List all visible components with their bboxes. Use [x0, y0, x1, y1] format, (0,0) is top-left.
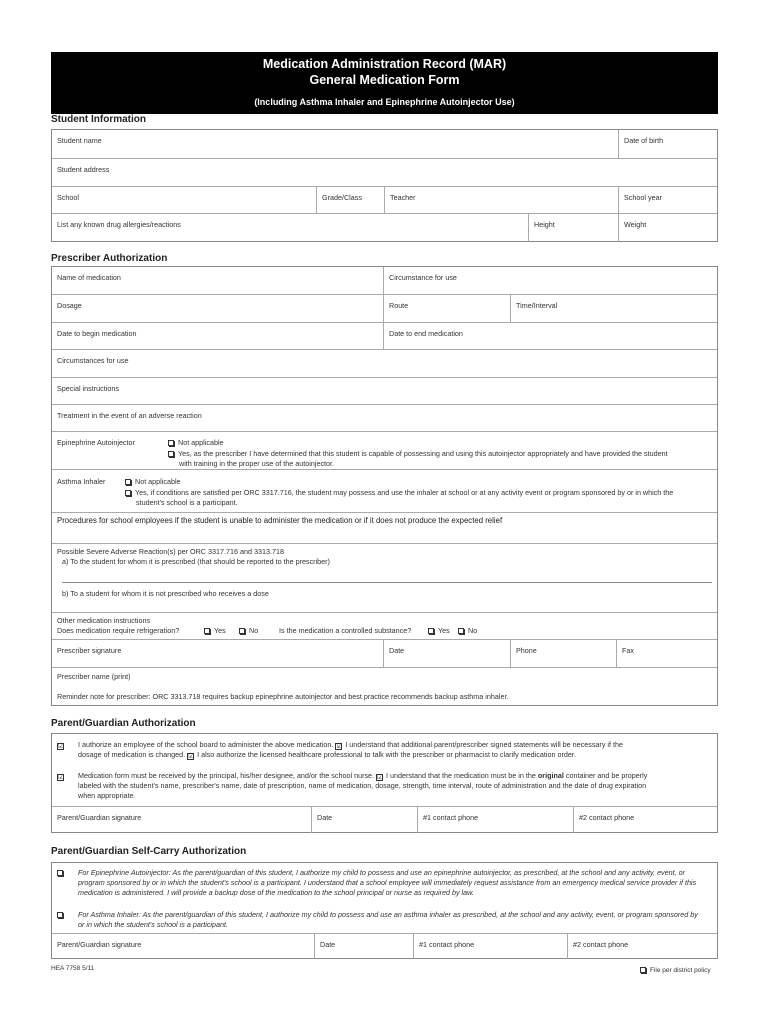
- epi-yes-label: Yes, as the prescriber I have determined that this student is capable of possessing and using this autoinjector appropriately and have provided the student: [178, 449, 668, 458]
- prescriber-date-field[interactable]: [383, 640, 510, 668]
- procedures-label: Procedures for school employees if the student is unable to administer the medication or if it does not produce the expected relief: [57, 516, 503, 525]
- asthma-label: Asthma Inhaler: [57, 477, 106, 486]
- weight-label: Weight: [624, 220, 647, 229]
- student-address-label: Student address: [57, 165, 110, 174]
- auth2-text-c: container and be properly: [565, 771, 648, 780]
- controlled-question: Is the medication a controlled substance?: [279, 626, 412, 635]
- controlled-yes-checkbox[interactable]: [428, 628, 434, 634]
- adverse-reaction-field[interactable]: [52, 543, 717, 613]
- epinephrine-row: [52, 431, 717, 470]
- prescriber-row-dates: [52, 322, 717, 350]
- procedures-field[interactable]: [52, 512, 717, 544]
- controlled-no-checkbox[interactable]: [458, 628, 464, 634]
- height-field[interactable]: [528, 214, 618, 242]
- allergies-field[interactable]: [52, 214, 528, 242]
- selfcarry-epi-text2: program sponsored by or in which the student's school is a participant. I understand that a school employee will immediately request assistance from an emergency medical service provider if this: [78, 878, 697, 887]
- height-label: Height: [534, 220, 555, 229]
- school-label: School: [57, 193, 79, 202]
- parent-section-title: Parent/Guardian Authorization: [51, 718, 196, 729]
- prescriber-phone-field[interactable]: [510, 640, 616, 668]
- grade-label: Grade/Class: [322, 193, 362, 202]
- epi-na-label: Not applicable: [178, 438, 224, 447]
- other-instructions-row: [52, 612, 717, 640]
- student-section-title: Student Information: [51, 114, 146, 125]
- asthma-yes-checkbox[interactable]: [125, 490, 131, 496]
- treatment-field[interactable]: [52, 404, 717, 432]
- prescriber-phone-label: Phone: [516, 646, 537, 655]
- selfcarry-phone1-label: #1 contact phone: [419, 940, 475, 949]
- parent-phone1-label: #1 contact phone: [423, 813, 479, 822]
- weight-field[interactable]: [618, 214, 717, 242]
- auth1-text-d: I also authorize the licensed healthcare professional to talk with the prescriber or pharmacist to clarify medication order.: [197, 750, 576, 759]
- refrig-yes-label: Yes: [214, 626, 226, 635]
- prescriber-reminder: Reminder note for prescriber: ORC 3313.718 requires backup epinephrine autoinjector and best practice recommends backup asthma inhaler.: [57, 692, 509, 701]
- asthma-na-checkbox[interactable]: [125, 479, 131, 485]
- auth1-text-b: I understand that additional parent/prescriber signed statements will be necessary if the: [345, 740, 623, 749]
- parent-auth-row: [52, 734, 717, 807]
- title-banner: [51, 52, 718, 114]
- student-name-field[interactable]: [52, 130, 618, 159]
- auth2b-checkbox[interactable]: ☑: [377, 774, 384, 781]
- circumstances-use-label: Circumstances for use: [57, 356, 129, 365]
- date-end-field[interactable]: [383, 323, 717, 350]
- selfcarry-asthma-text: For Asthma Inhaler: As the parent/guardian of this student, I authorize my child to possess and use an asthma inhaler as prescribed, at the school and any activity, event, or program sponsored by: [78, 910, 698, 919]
- parent-phone2-label: #2 contact phone: [579, 813, 635, 822]
- selfcarry-epi-checkbox[interactable]: [57, 870, 63, 876]
- selfcarry-signature-label: Parent/Guardian signature: [57, 940, 142, 949]
- circumstances-use-field[interactable]: [52, 349, 717, 378]
- parent-phone2-field[interactable]: [573, 807, 717, 833]
- student-row-address: [52, 158, 717, 187]
- prescriber-box: [51, 266, 718, 706]
- dob-field[interactable]: [618, 130, 717, 159]
- refrig-yes-checkbox[interactable]: [204, 628, 210, 634]
- parent-signature-field[interactable]: [52, 807, 311, 833]
- auth2-text-a: Medication form must be received by the principal, his/her designee, and/or the school nurse.: [78, 771, 375, 780]
- prescriber-signature-field[interactable]: [52, 640, 383, 668]
- prescriber-print-label: Prescriber name (print): [57, 672, 131, 681]
- school-year-field[interactable]: [618, 187, 717, 214]
- parent-signature-row: [52, 806, 717, 833]
- auth2-text-d: labeled with the student's name, prescriber's name, date of prescription, name of medication, dosage, strength, time interval, route of administration and the date of drug expiration: [78, 781, 647, 790]
- file-policy-checkbox[interactable]: [640, 967, 646, 973]
- med-name-label: Name of medication: [57, 273, 121, 282]
- asthma-row: [52, 469, 717, 507]
- auth1-text-a: I authorize an employee of the school board to administer the above medication.: [78, 740, 334, 749]
- prescriber-signature-label: Prescriber signature: [57, 646, 122, 655]
- special-instructions-label: Special instructions: [57, 384, 119, 393]
- prescriber-fax-label: Fax: [622, 646, 634, 655]
- prescriber-date-label: Date: [389, 646, 405, 655]
- school-year-label: School year: [624, 193, 662, 202]
- student-row-allergies: [52, 213, 717, 242]
- student-row-school: [52, 186, 717, 214]
- date-begin-label: Date to begin medication: [57, 329, 137, 338]
- time-interval-label: Time/Interval: [516, 301, 558, 310]
- time-interval-field[interactable]: [510, 295, 717, 323]
- dob-label: Date of birth: [624, 136, 664, 145]
- file-policy-label: File per district policy: [650, 967, 711, 974]
- epi-yes-checkbox[interactable]: [168, 451, 174, 457]
- prescriber-row-med: [52, 267, 717, 295]
- selfcarry-signature-row: [52, 933, 717, 959]
- selfcarry-asthma-checkbox[interactable]: [57, 912, 63, 918]
- parent-box: [51, 733, 718, 833]
- asthma-yes-label: Yes, if conditions are satisfied per ORC 3317.716, the student may possess and use the inhaler at school or at any activity event or program sponsored by or in which the: [135, 488, 674, 497]
- teacher-label: Teacher: [390, 193, 416, 202]
- school-field[interactable]: [52, 187, 316, 214]
- route-label: Route: [389, 301, 409, 310]
- refrig-no-checkbox[interactable]: [239, 628, 245, 634]
- prescriber-signature-row: [52, 639, 717, 668]
- parent-date-field[interactable]: [311, 807, 417, 833]
- selfcarry-section-title: Parent/Guardian Self-Carry Authorization: [51, 846, 247, 857]
- epi-yes-label-cont: with training in the proper use of the autoinjector.: [179, 459, 335, 468]
- grade-field[interactable]: [316, 187, 384, 214]
- selfcarry-date-label: Date: [320, 940, 336, 949]
- selfcarry-phone2-label: #2 contact phone: [573, 940, 629, 949]
- circumstance-label: Circumstance for use: [389, 273, 457, 282]
- date-begin-field[interactable]: [52, 323, 383, 350]
- prescriber-section-title: Prescriber Authorization: [51, 253, 168, 264]
- student-address-field[interactable]: [52, 159, 717, 187]
- form-id: HEA 7758 5/11: [51, 965, 95, 972]
- adverse-b-label: b) To a student for whom it is not prescribed who receives a dose: [62, 589, 269, 598]
- adverse-divider: [62, 582, 712, 583]
- prescriber-print-row[interactable]: [52, 667, 717, 706]
- selfcarry-date-field[interactable]: [314, 934, 413, 959]
- asthma-na-label: Not applicable: [135, 477, 181, 486]
- auth1b-checkbox[interactable]: ☑: [336, 743, 343, 750]
- refrig-no-label: No: [249, 626, 259, 635]
- epi-na-checkbox[interactable]: [168, 440, 174, 446]
- student-row-name: [52, 130, 717, 159]
- date-end-label: Date to end medication: [389, 329, 463, 338]
- auth1d-checkbox[interactable]: ☑: [188, 753, 195, 760]
- dosage-field[interactable]: [52, 295, 383, 323]
- selfcarry-signature-field[interactable]: [52, 934, 314, 959]
- auth2-text-b: I understand that the medication must be in the: [386, 771, 536, 780]
- form-subtitle-title: General Medication Form: [309, 73, 460, 87]
- controlled-yes-label: Yes: [438, 626, 450, 635]
- auth1-text-c: dosage of medication is changed.: [78, 750, 186, 759]
- controlled-no-label: No: [468, 626, 478, 635]
- adverse-a-label: a) To the student for whom it is prescribed (that should be reported to the prescriber): [62, 557, 330, 566]
- refrigeration-question: Does medication require refrigeration?: [57, 626, 180, 635]
- adverse-label: Possible Severe Adverse Reaction(s) per ORC 3317.716 and 3313.718: [57, 547, 284, 556]
- selfcarry-epi-text3: medication is administered. I will provide a backup dose of the medication to the school principal or nurse as required by law.: [78, 888, 474, 897]
- selfcarry-box: [51, 862, 718, 959]
- allergies-label: List any known drug allergies/reactions: [57, 220, 181, 229]
- student-info-box: [51, 129, 718, 242]
- prescriber-fax-field[interactable]: [616, 640, 717, 668]
- auth2-checkbox[interactable]: ☑: [58, 774, 65, 781]
- prescriber-row-dosage: [52, 294, 717, 323]
- auth2-text-e: when appropriate.: [78, 791, 136, 800]
- form-subtitle: (Including Asthma Inhaler and Epinephrine Autoinjector Use): [254, 97, 515, 107]
- treatment-label: Treatment in the event of an adverse reaction: [57, 411, 202, 420]
- selfcarry-auth-row: [52, 863, 717, 933]
- selfcarry-epi-text: For Epinephrine Autoinjector: As the parent/guardian of this student, I authorize my child to possess and use an epinephrine autoinjector, as prescribed, at the school and any activity, event, or: [78, 868, 686, 877]
- parent-date-label: Date: [317, 813, 333, 822]
- parent-phone1-field[interactable]: [417, 807, 573, 833]
- other-instructions-label: Other medication instructions: [57, 616, 151, 625]
- teacher-field[interactable]: [384, 187, 618, 214]
- med-name-field[interactable]: [52, 267, 383, 295]
- selfcarry-phone2-field[interactable]: [567, 934, 717, 959]
- epinephrine-label: Epinephrine Autoinjector: [57, 438, 135, 447]
- form-title: Medication Administration Record (MAR): [262, 57, 507, 71]
- special-instructions-field[interactable]: [52, 377, 717, 405]
- parent-signature-label: Parent/Guardian signature: [57, 813, 142, 822]
- asthma-yes-label-cont: student's school is a participant.: [136, 498, 238, 507]
- auth2-original: original: [537, 771, 564, 780]
- auth1-checkbox[interactable]: ☑: [58, 743, 65, 750]
- route-field[interactable]: [383, 295, 510, 323]
- selfcarry-phone1-field[interactable]: [413, 934, 567, 959]
- student-name-label: Student name: [57, 136, 102, 145]
- circumstance-field[interactable]: [383, 267, 717, 295]
- selfcarry-asthma-text2: or in which the student's school is a participant.: [78, 920, 228, 929]
- dosage-label: Dosage: [57, 301, 82, 310]
